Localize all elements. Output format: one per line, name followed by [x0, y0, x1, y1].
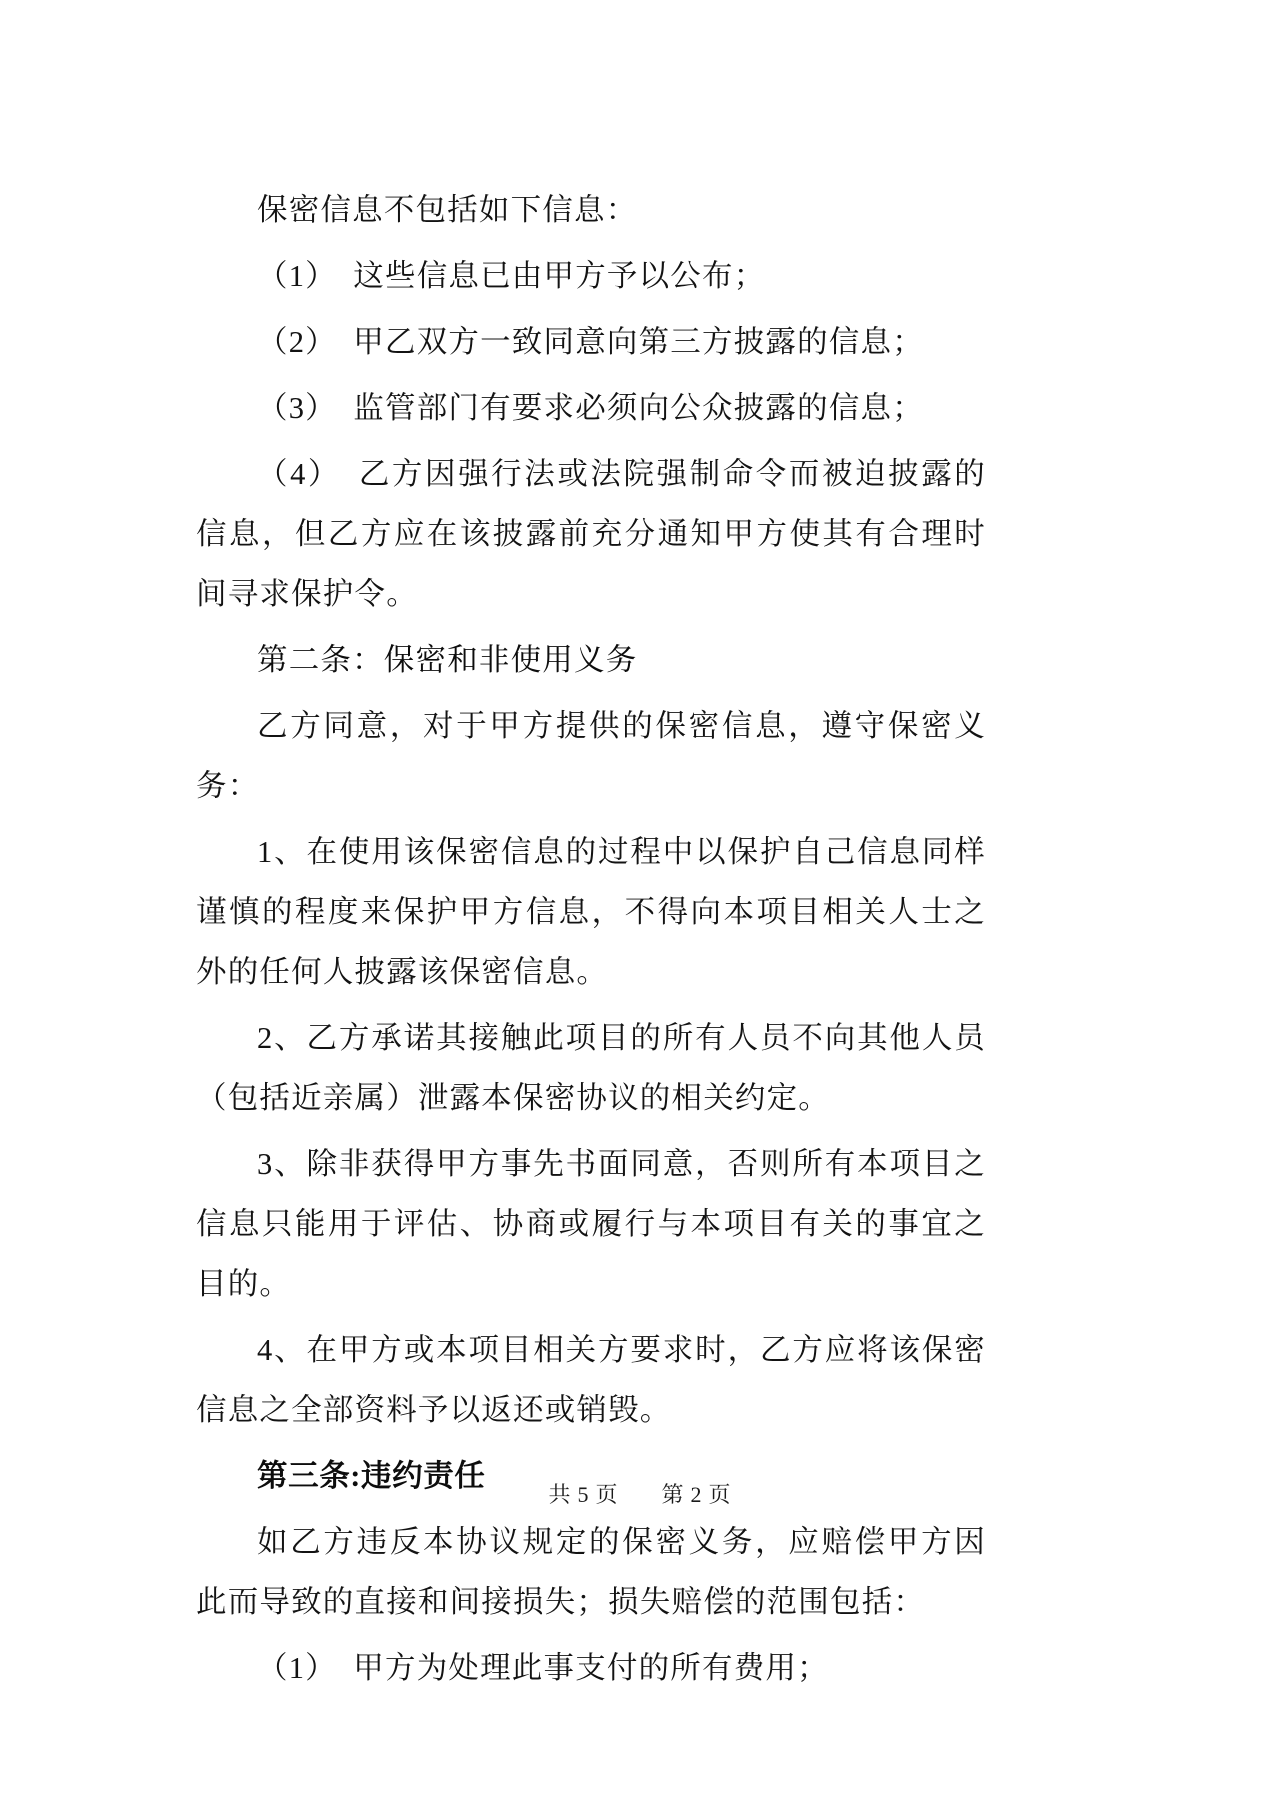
- list-item-exclusion-4: （4） 乙方因强行法或法院强制命令而被迫披露的信息，但乙方应在该披露前充分通知甲方使其有合理时间寻求保护令。: [196, 457, 986, 611]
- list-item-obligation-2: 2、乙方承诺其接触此项目的所有人员不向其他人员（包括近亲属）泄露本保密协议的相关约定。: [196, 1021, 986, 1115]
- heading-article-three: 第三条:违约责任: [257, 1459, 486, 1493]
- list-item-obligation-3: 3、除非获得甲方事先书面同意，否则所有本项目之信息只能用于评估、协商或履行与本项目有关的事宜之目的。: [196, 1147, 986, 1301]
- footer-total-unit: 页: [595, 1482, 619, 1507]
- footer-current-unit: 页: [708, 1482, 732, 1507]
- footer-current-label: 第: [661, 1482, 685, 1507]
- footer-total-pages: 5: [577, 1482, 590, 1507]
- list-item-exclusion-3: （3） 监管部门有要求必须向公众披露的信息；: [257, 391, 924, 425]
- page-footer: [0, 1478, 1280, 1509]
- list-item-damages-1: （1） 甲方为处理此事支付的所有费用；: [257, 1651, 829, 1685]
- list-item-exclusion-1: （1） 这些信息已由甲方予以公布；: [257, 259, 766, 293]
- list-item-obligation-1: 1、在使用该保密信息的过程中以保护自己信息同样谨慎的程度来保护甲方信息，不得向本项目相关人士之外的任何人披露该保密信息。: [196, 835, 986, 989]
- paragraph-article-two-lead: 乙方同意，对于甲方提供的保密信息，遵守保密义务：: [196, 709, 986, 803]
- heading-article-two: 第二条：保密和非使用义务: [257, 643, 638, 677]
- footer-total-label: 共: [548, 1482, 572, 1507]
- footer-current-page: 2: [690, 1482, 703, 1507]
- list-item-exclusion-2: （2） 甲乙双方一致同意向第三方披露的信息；: [257, 325, 924, 359]
- paragraph-intro: 保密信息不包括如下信息：: [257, 193, 638, 227]
- list-item-obligation-4: 4、在甲方或本项目相关方要求时，乙方应将该保密信息之全部资料予以返还或销毁。: [196, 1333, 986, 1427]
- document-body: [196, 180, 986, 1704]
- paragraph-article-three-lead: 如乙方违反本协议规定的保密义务，应赔偿甲方因此而导致的直接和间接损失；损失赔偿的范围包括：: [196, 1525, 986, 1619]
